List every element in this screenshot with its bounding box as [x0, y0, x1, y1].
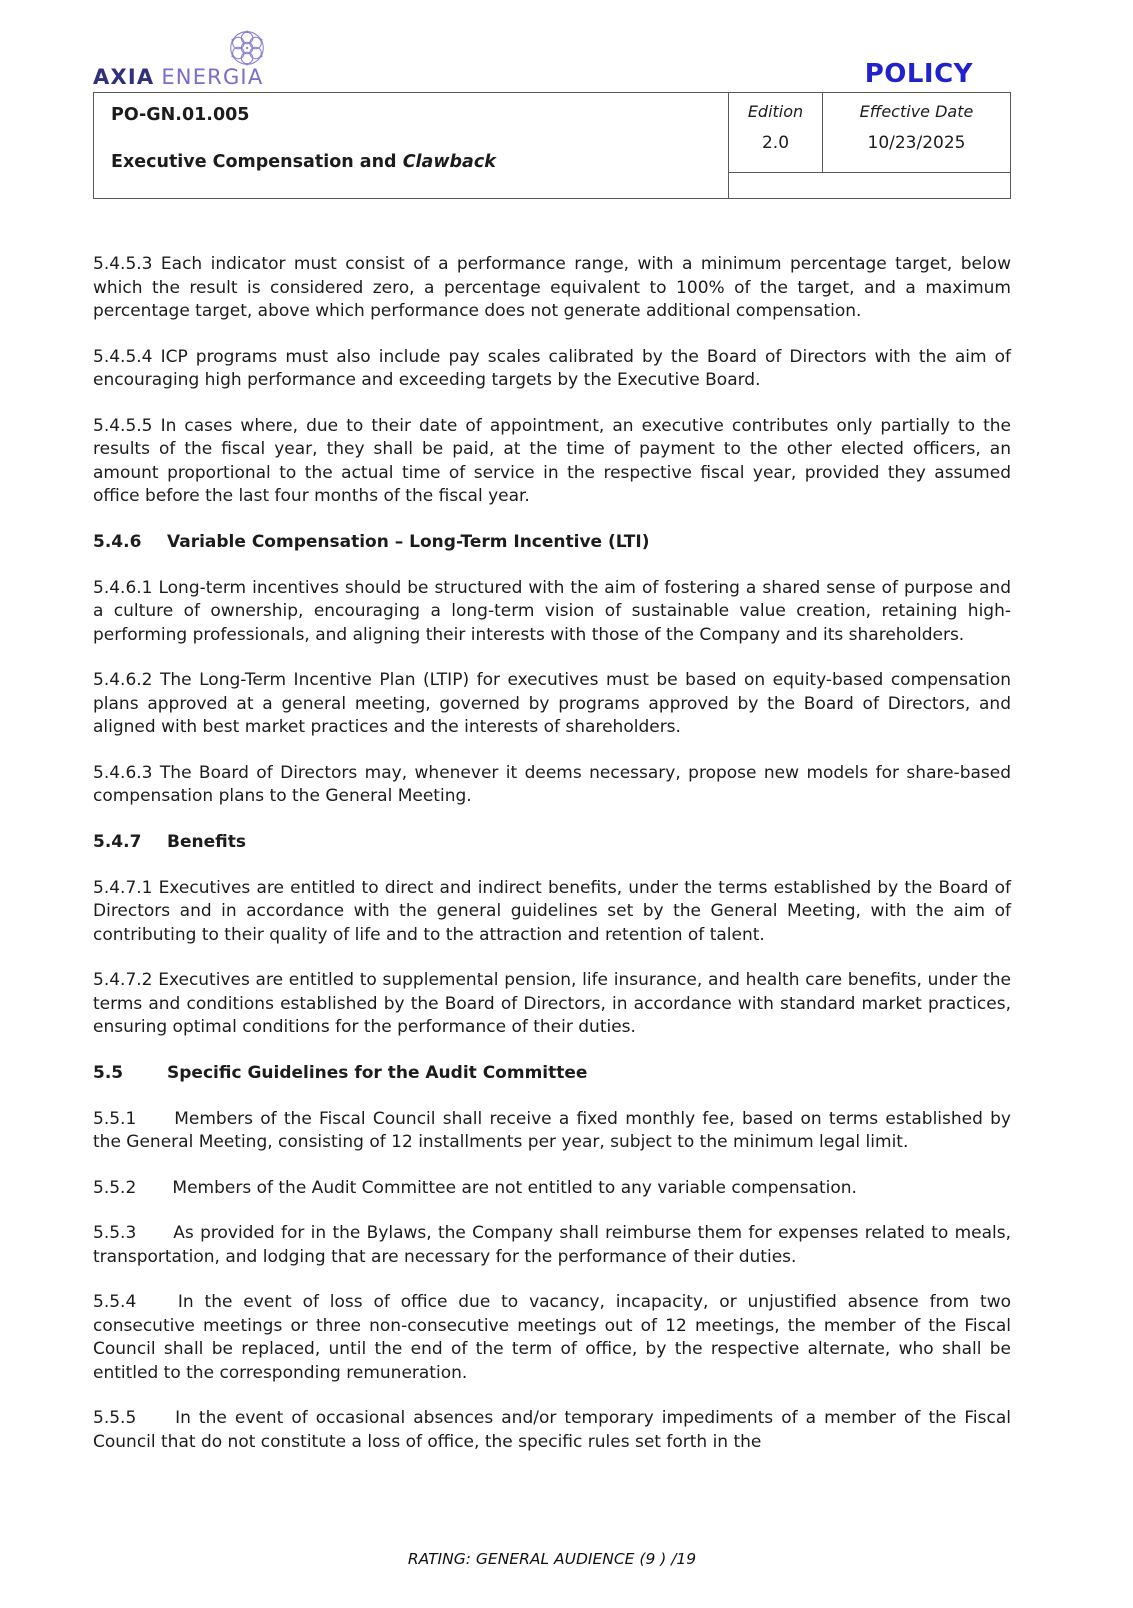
- brand-logo: [93, 65, 263, 89]
- clause-paragraph: [93, 1177, 1011, 1201]
- edition-label: Edition: [747, 102, 804, 121]
- clause-text: Executives are entitled to direct and indirect benefits, under the terms established by the Board of Directors and in accordance with the general guidelines set by the General Meeting, with the aim of contributing to their quality of life and to the attraction and retention of talent.: [93, 877, 1011, 945]
- clause-text: In the event of occasional absences and/or temporary impediments of a member of the Fiscal Council that do not constitute a loss of office, the specific rules set forth in the: [93, 1408, 1012, 1452]
- clause-text: In the event of loss of office due to vacancy, incapacity, or unjustified absence from two consecutive meetings or three non-consecutive meetings out of 12 meetings, the member of the Fiscal Council shall be replaced, until the end of the term of office, by the respective alternate, who shall be entitled to the corresponding remuneration.: [93, 1292, 1012, 1383]
- heading-number: 5.4.6: [93, 531, 142, 552]
- brand-primary-text: AXIA: [93, 65, 155, 89]
- section-heading: [93, 831, 1011, 854]
- clause-number: 5.5.3: [93, 1223, 137, 1243]
- clause-paragraph: [93, 762, 1011, 809]
- section-heading: [93, 1062, 1011, 1085]
- clause-paragraph: [93, 1407, 1011, 1454]
- clause-paragraph: [93, 253, 1011, 324]
- doc-title: [111, 152, 711, 172]
- clause-number: 5.4.5.4: [93, 346, 153, 367]
- clause-text: The Long-Term Incentive Plan (LTIP) for executives must be based on equity-based compensation plans approved at a general meeting, governed by programs approved by the Board of Directors, and aligned with best market practices and the interests of shareholders.: [93, 670, 1011, 737]
- clause-text: Long-term incentives should be structured with the aim of fostering a shared sense of purpose and a culture of ownership, encouraging a long-term vision of sustainable value creation, retaining high-performing professionals, and aligning their interests with those of the Company and its shareholders.: [93, 577, 1011, 645]
- heading-number: 5.5: [93, 1062, 124, 1083]
- effective-date-label: Effective Date: [859, 102, 974, 121]
- clause-number: 5.4.6.1: [93, 577, 153, 598]
- clause-text: In cases where, due to their date of appointment, an executive contributes only partially to the results of the fiscal year, they shall be paid, at the time of payment to the other elected officers, an amount proportional to the actual time of service in the respective fiscal year, provided they assumed office before the last four months of the fiscal year.: [93, 415, 1011, 506]
- clause-paragraph: [93, 1291, 1011, 1385]
- clause-number: 5.4.7.1: [93, 877, 153, 898]
- doc-type-label: POLICY: [864, 59, 973, 89]
- clause-text: Executives are entitled to supplemental pension, life insurance, and health care benefits, under the terms and conditions established by the Board of Directors, in accordance with standard market practices, ensuring optimal conditions for the performance of their duties.: [93, 970, 1011, 1037]
- clause-number: 5.5.4: [93, 1292, 137, 1312]
- clause-number: 5.4.6.3: [93, 762, 153, 783]
- clause-number: 5.4.5.5: [93, 415, 153, 436]
- document-header: [93, 26, 1011, 92]
- clause-number: 5.5.5: [93, 1408, 137, 1428]
- clause-text: Members of the Fiscal Council shall receive a fixed monthly fee, based on terms established by the General Meeting, consisting of 12 installments per year, subject to the minimum legal limit.: [93, 1108, 1011, 1152]
- brand-secondary-text: ENERGIA: [161, 65, 264, 89]
- clause-paragraph: [93, 669, 1011, 740]
- heading-number: 5.4.7: [93, 831, 142, 852]
- edition-value: 2.0: [761, 133, 790, 153]
- doc-code: PO-GN.01.005: [111, 105, 250, 125]
- effective-date-value: 10/23/2025: [867, 133, 966, 153]
- footer-rating: RATING: GENERAL AUDIENCE (9 ) /19: [407, 1550, 697, 1568]
- clause-number: 5.4.6.2: [93, 670, 153, 690]
- heading-text: Benefits: [167, 831, 246, 852]
- clause-paragraph: [93, 1108, 1011, 1155]
- heading-text: Specific Guidelines for the Audit Committee: [167, 1062, 588, 1083]
- clause-number: 5.4.7.2: [93, 970, 153, 990]
- clause-paragraph: [93, 969, 1011, 1040]
- heading-text: Variable Compensation – Long-Term Incentive (LTI): [167, 531, 650, 552]
- clause-text: As provided for in the Bylaws, the Company shall reimburse them for expenses related to meals, transportation, and lodging that are necessary for the performance of their duties.: [93, 1223, 1011, 1267]
- clause-paragraph: [93, 346, 1011, 393]
- clause-number: 5.5.2: [93, 1177, 137, 1198]
- section-heading: [93, 531, 1011, 554]
- clause-number: 5.4.5.3: [93, 254, 153, 274]
- clause-paragraph: [93, 1222, 1011, 1269]
- clause-paragraph: [93, 577, 1011, 648]
- doc-title-italic: Clawback: [402, 152, 496, 172]
- clause-text: Members of the Audit Committee are not entitled to any variable compensation.: [172, 1177, 857, 1198]
- document-title-table: [93, 92, 1011, 199]
- empty-cell: [729, 173, 1011, 199]
- clause-paragraph: [93, 877, 1011, 948]
- clause-paragraph: [93, 415, 1011, 509]
- clause-text: ICP programs must also include pay scales calibrated by the Board of Directors with the aim of encouraging high performance and exceeding targets by the Executive Board.: [93, 346, 1011, 390]
- clause-text: Each indicator must consist of a performance range, with a minimum percentage target, below which the result is considered zero, a percentage equivalent to 100% of the target, and a maximum percentage target, above which performance does not generate additional compensation.: [93, 254, 1011, 321]
- doc-code-title-cell: [94, 93, 729, 199]
- clause-number: 5.5.1: [93, 1108, 137, 1129]
- doc-title-regular: Executive Compensation and: [111, 152, 397, 172]
- document-body: [93, 253, 1011, 1476]
- edition-cell: [729, 93, 823, 173]
- effective-date-cell: [823, 93, 1011, 173]
- network-globe-logo-icon: [224, 25, 270, 71]
- clause-text: The Board of Directors may, whenever it deems necessary, propose new models for share-based compensation plans to the General Meeting.: [93, 762, 1012, 806]
